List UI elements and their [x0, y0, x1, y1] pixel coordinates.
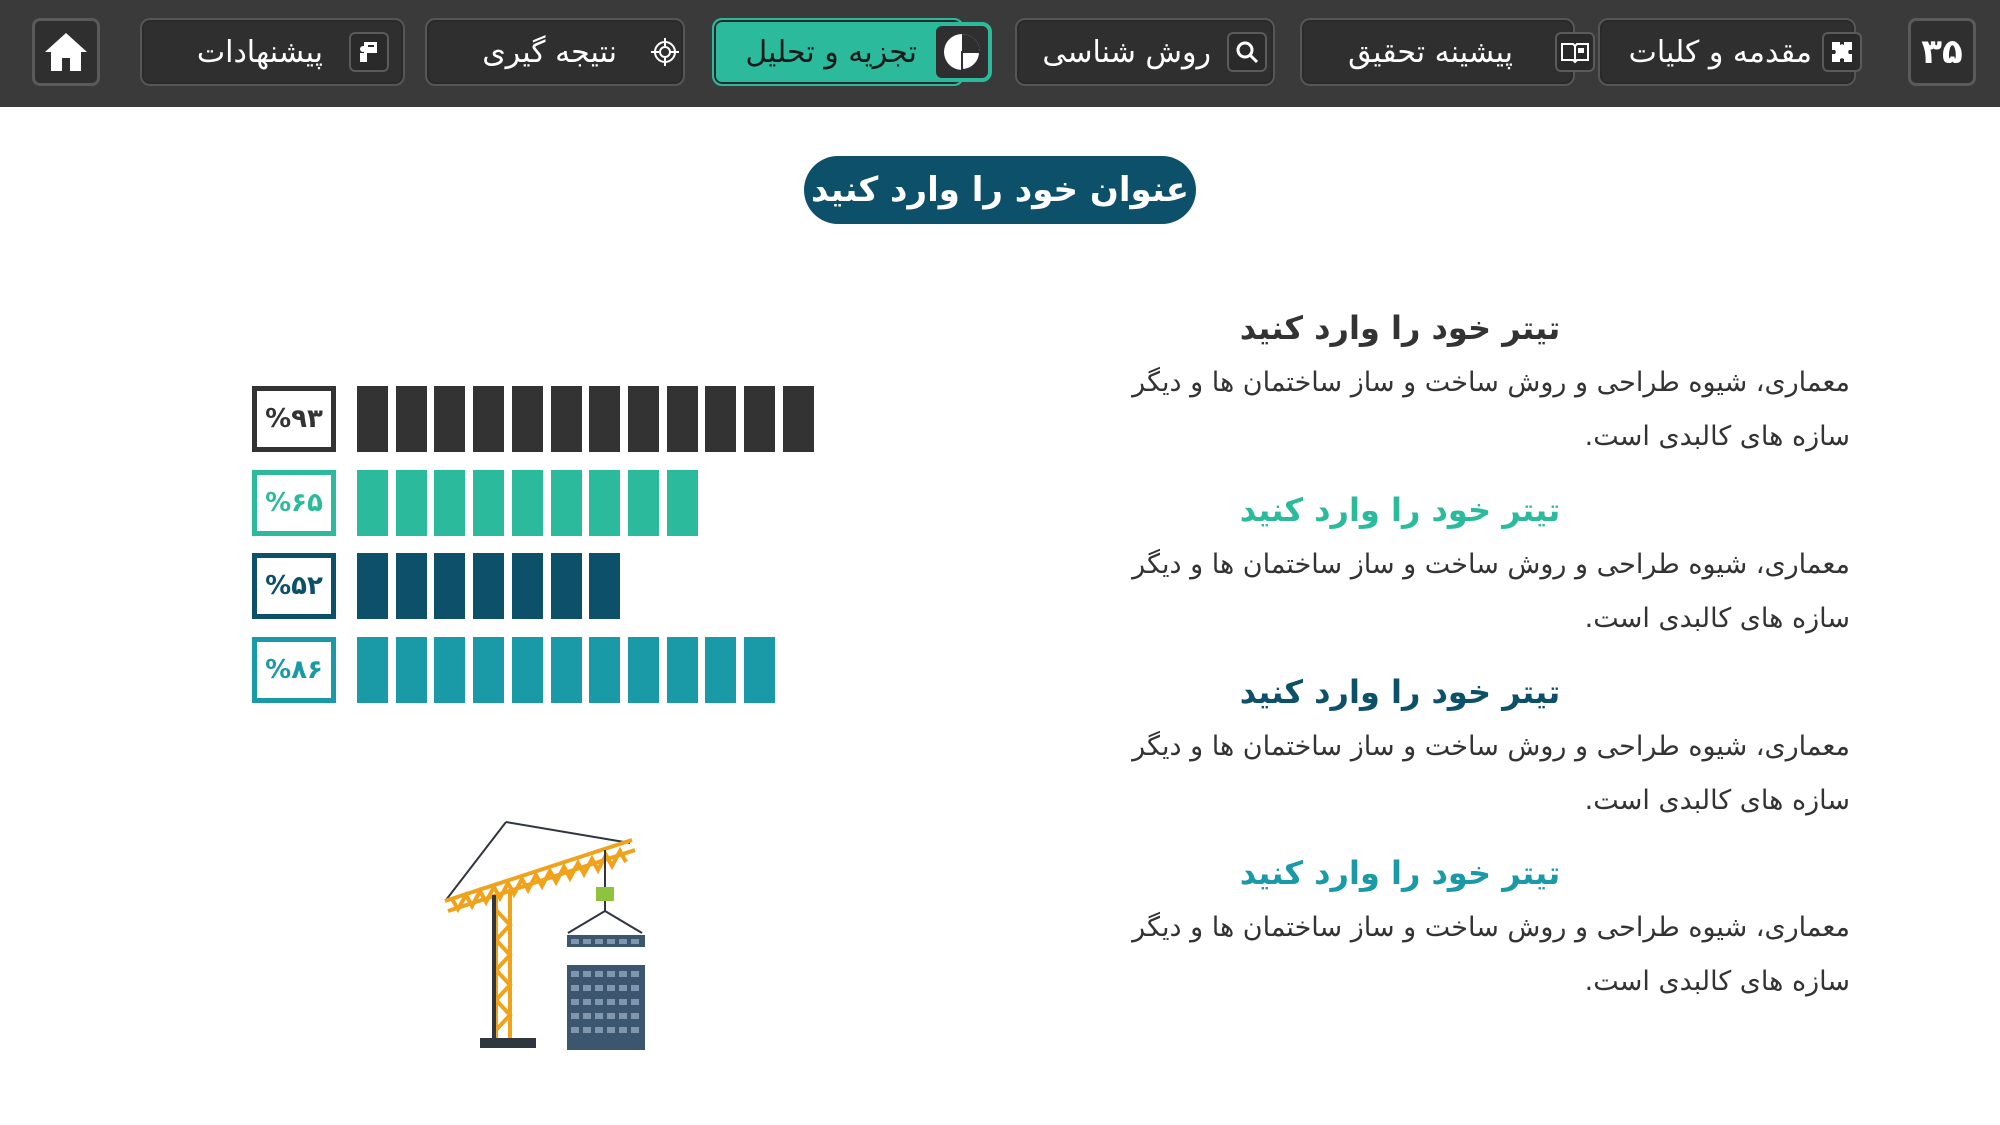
bar-segment: [589, 470, 620, 536]
nav-item-label: تجزیه و تحلیل: [745, 34, 917, 70]
section-paragraph: معماری، شیوه طراحی و روش ساخت و ساز ساختمان ها و دیگر سازه های کالبدی است.: [1132, 549, 1850, 634]
crane-building-illustration: [440, 815, 660, 1050]
presentation-icon: [349, 32, 389, 72]
bar-segment: [589, 637, 620, 703]
book-icon: [1555, 32, 1595, 72]
bar-segment: [434, 470, 465, 536]
slide-title: عنوان خود را وارد کنید: [804, 156, 1196, 224]
bar-segment: [551, 553, 582, 619]
bar-segment: [357, 553, 388, 619]
bar-segment: [628, 637, 659, 703]
pie-chart-icon: [932, 22, 992, 82]
bar-segment: [628, 470, 659, 536]
bar-segment: [551, 637, 582, 703]
bar-segment: [628, 386, 659, 452]
section-paragraph: معماری، شیوه طراحی و روش ساخت و ساز ساختمان ها و دیگر سازه های کالبدی است.: [1132, 367, 1850, 452]
bar-segment: [744, 386, 775, 452]
target-icon: [645, 32, 685, 72]
bar-segment: [434, 637, 465, 703]
bar-segment: [357, 470, 388, 536]
bar-segment: [396, 553, 427, 619]
section-heading: تیتر خود را وارد کنید: [1239, 673, 1561, 711]
section-heading: تیتر خود را وارد کنید: [1239, 309, 1561, 347]
bar-segment: [396, 470, 427, 536]
section-heading: تیتر خود را وارد کنید: [1239, 854, 1561, 892]
bar-segment: [434, 553, 465, 619]
bar-segment: [705, 386, 736, 452]
section-paragraph: معماری، شیوه طراحی و روش ساخت و ساز ساختمان ها و دیگر سازه های کالبدی است.: [1132, 912, 1850, 997]
bar-segment: [512, 470, 543, 536]
bar-segment: [473, 470, 504, 536]
bar-segment: [512, 553, 543, 619]
home-icon: [43, 31, 89, 73]
text-section-4: [1080, 853, 1850, 1009]
home-button[interactable]: [32, 18, 100, 86]
section-paragraph: معماری، شیوه طراحی و روش ساخت و ساز ساختمان ها و دیگر سازه های کالبدی است.: [1132, 731, 1850, 816]
bar-segment: [667, 637, 698, 703]
nav-item-suggestions[interactable]: [140, 18, 405, 86]
nav-item-label: روش شناسی: [1042, 34, 1211, 70]
bar-segment: [551, 386, 582, 452]
bar-segment: [434, 386, 465, 452]
bar-percent-label: %۵۲: [252, 553, 336, 619]
nav-item-label: مقدمه و کلیات: [1628, 34, 1812, 70]
nav-item-literature[interactable]: [1300, 18, 1575, 86]
text-section-1: [1080, 308, 1850, 464]
text-section-3: [1080, 672, 1850, 828]
bar-segment: [512, 386, 543, 452]
nav-item-analysis[interactable]: [712, 18, 964, 86]
puzzle-icon: [1822, 32, 1862, 72]
text-section-2: [1080, 490, 1850, 646]
page-number-badge: ۳۵: [1908, 18, 1976, 86]
section-heading: تیتر خود را وارد کنید: [1239, 491, 1561, 529]
bar-segment: [667, 470, 698, 536]
bar-segment: [667, 386, 698, 452]
nav-item-label: نتیجه گیری: [482, 34, 617, 70]
bar-segment: [473, 637, 504, 703]
bar-segment: [357, 637, 388, 703]
bar-segment: [396, 637, 427, 703]
nav-item-label: پیشینه تحقیق: [1348, 34, 1513, 70]
nav-item-label: پیشنهادات: [196, 34, 323, 70]
bar-segment: [396, 386, 427, 452]
bar-percent-label: %۹۳: [252, 386, 336, 452]
bar-percent-label: %۶۵: [252, 470, 336, 536]
nav-item-conclusion[interactable]: [425, 18, 685, 86]
bar-segment: [783, 386, 814, 452]
bar-segment: [357, 386, 388, 452]
bar-segment: [705, 637, 736, 703]
bar-segment: [589, 553, 620, 619]
bar-segment: [512, 637, 543, 703]
bar-segment: [589, 386, 620, 452]
bar-segment: [473, 386, 504, 452]
bar-segment: [744, 637, 775, 703]
bar-percent-label: %۸۶: [252, 637, 336, 703]
nav-item-methodology[interactable]: [1015, 18, 1275, 86]
bar-segment: [551, 470, 582, 536]
search-icon: [1227, 32, 1267, 72]
top-nav-bar: [0, 0, 2000, 107]
bar-segment: [473, 553, 504, 619]
nav-item-introduction[interactable]: [1598, 18, 1856, 86]
